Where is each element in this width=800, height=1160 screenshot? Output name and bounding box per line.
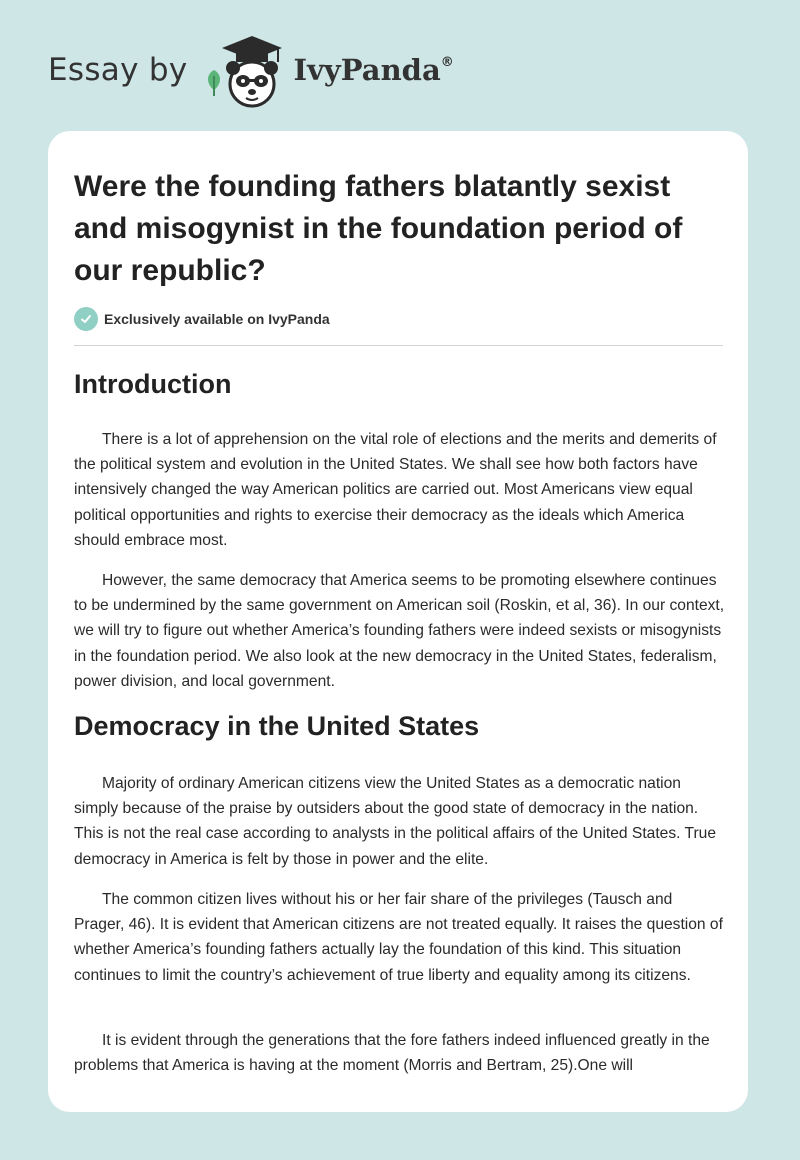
essay-card [48,131,748,1112]
check-icon [74,307,98,331]
brand-name: IvyPanda [293,53,441,87]
paragraph: Majority of ordinary American citizens view the United States as a democratic nation simply because of the praise by outsiders about the good state of democracy in the nation. This is not the real case according to analysts in the political affairs of the United States. True democracy in America is felt by those in power and the elite. [74,775,716,868]
paragraph: There is a lot of apprehension on the vital role of elections and the merits and demerits of the political system and evolution in the United States. We shall see how both factors have intensively changed the way American politics are carried out. Most Americans view equal political opportunities and rights to exercise their democracy as the ideals which America should embrace most. [74,431,717,549]
essay-by-label: Essay by [48,52,188,88]
paragraph: It is evident through the generations that the fore fathers indeed influenced greatly in the problems that America is having at the moment (Morris and Bertram, 25).One will [74,1032,710,1075]
paragraph: The common citizen lives without his or her fair share of the privileges (Tausch and Prager, 46). It is evident that American citizens are not treated equally. It raises the question of whether America’s founding fathers actually lay the foundation of this kind. This situation continues to limit the country’s achievement of true liberty and equality among its citizens. [74,891,723,984]
exclusive-badge-label: Exclusively available on IvyPanda [104,311,330,327]
section-heading-democracy: Democracy in the United States [74,711,480,741]
paragraph: However, the same democracy that America seems to be promoting elsewhere continues to be undermined by the same government on American soil (Roskin, et al, 36). In our context, we will try to figure out whether America’s founding fathers were indeed sexists or misogynists in the foundation period. We also look at the new democracy in the United States, federalism, power division, and local government. [74,572,725,690]
registered-mark: ® [440,55,454,70]
essay-title: Were the founding fathers blatantly sexist and misogynist in the foundation period of our republic? [74,170,683,287]
exclusive-badge [74,307,330,331]
title-divider [74,345,723,346]
site-header [48,30,454,110]
section-heading-introduction: Introduction [74,369,232,399]
ivypanda-logo-icon[interactable] [202,30,290,110]
ivypanda-brand[interactable] [294,53,454,87]
